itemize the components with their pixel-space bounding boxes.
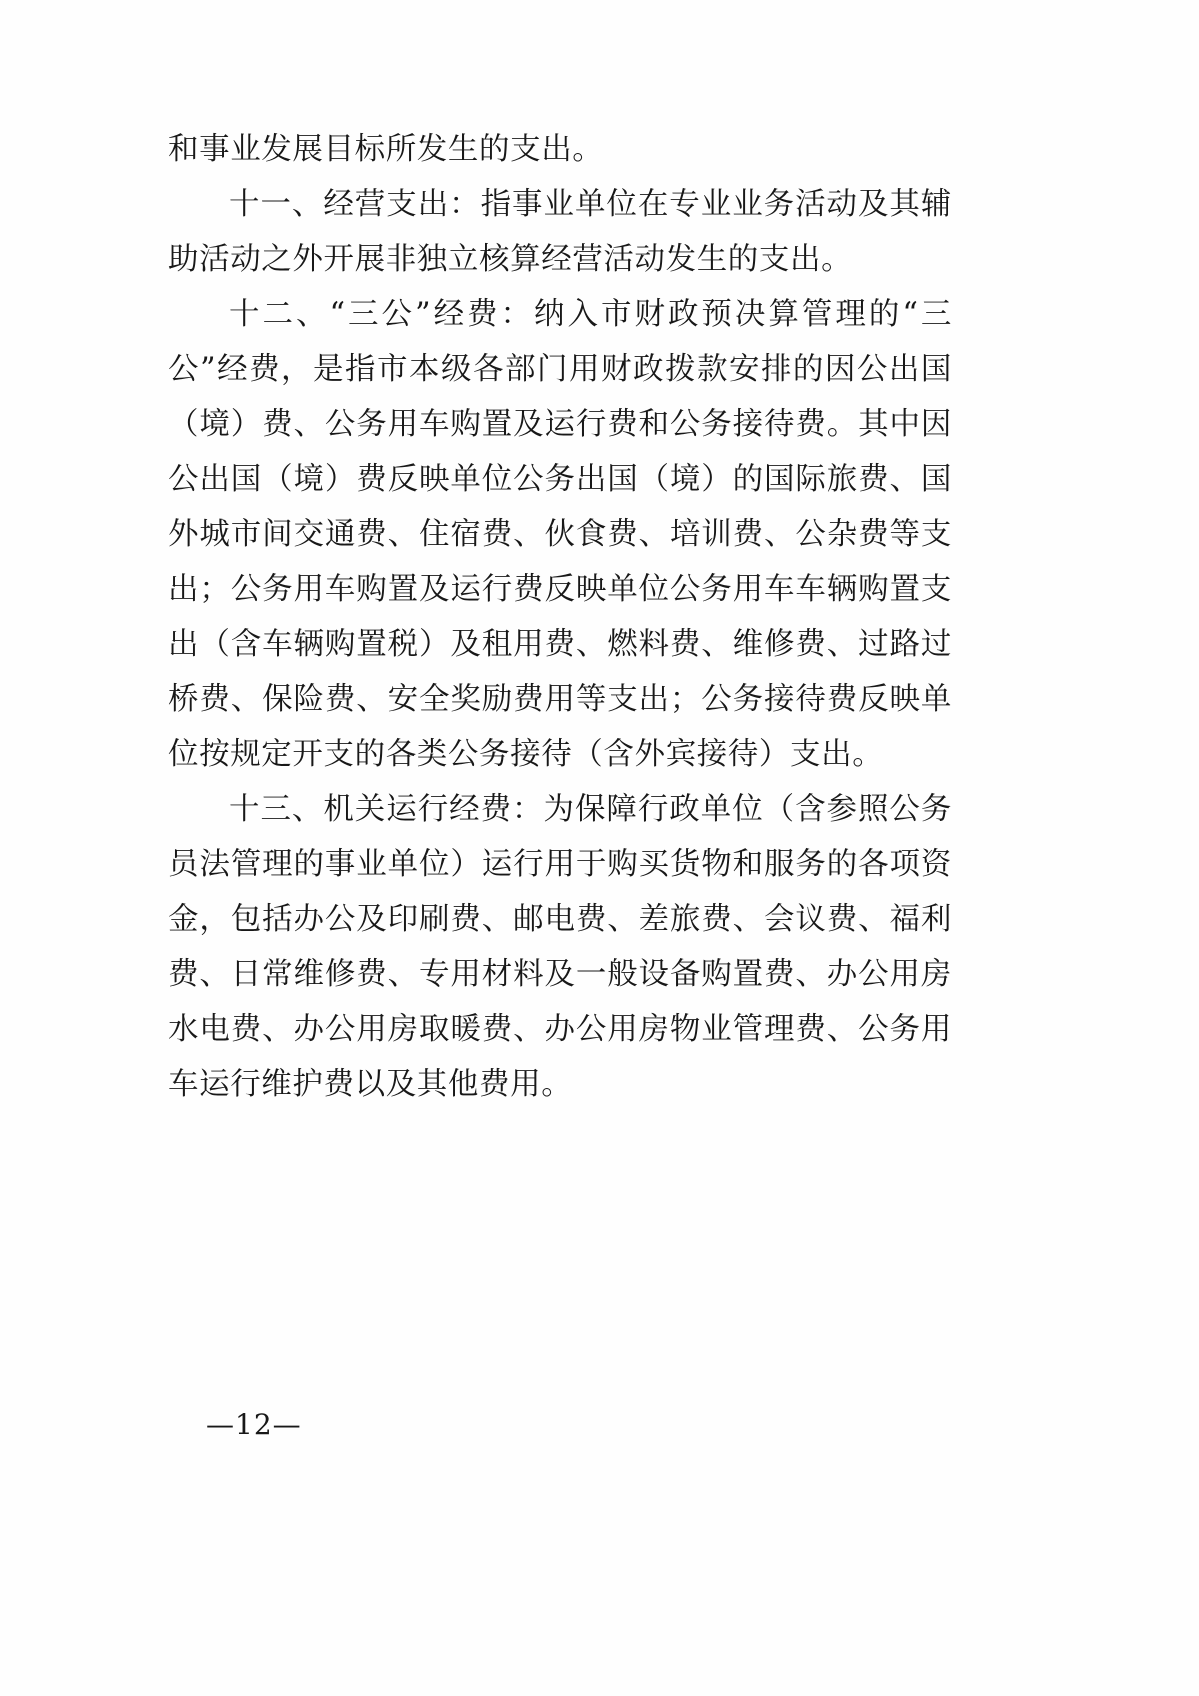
page-number: —12— — [206, 1408, 302, 1441]
paragraph-item-12: 十二、“三公”经费：纳入市财政预决算管理的“三公”经费，是指市本级各部门用财政拨款安排的因公出国（境）费、公务用车购置及运行费和公务接待费。其中因公出国（境）费反映单位公务出国（境）的国际旅费、国外城市间交通费、住宿费、伙食费、培训费、公杂费等支出；公务用车购置及运行费反映单位公务用车车辆购置支出（含车辆购置税）及租用费、燃料费、维修费、过路过桥费、保险费、安全奖励费用等支出；公务接待费反映单位按规定开支的各类公务接待（含外宾接待）支出。 — [168, 297, 952, 772]
paragraph-item-11: 十一、经营支出：指事业单位在专业业务活动及其辅助活动之外开展非独立核算经营活动发生的支出。 — [168, 187, 952, 277]
paragraph-continued: 和事业发展目标所发生的支出。 — [168, 132, 604, 167]
paragraph-item-13: 十三、机关运行经费：为保障行政单位（含参照公务员法管理的事业单位）运行用于购买货物和服务的各项资金，包括办公及印刷费、邮电费、差旅费、会议费、福利费、日常维修费、专用材料及一般设备购置费、办公用房水电费、办公用房取暖费、办公用房物业管理费、公务用车运行维护费以及其他费用。 — [168, 792, 952, 1102]
document-body — [168, 122, 952, 1112]
